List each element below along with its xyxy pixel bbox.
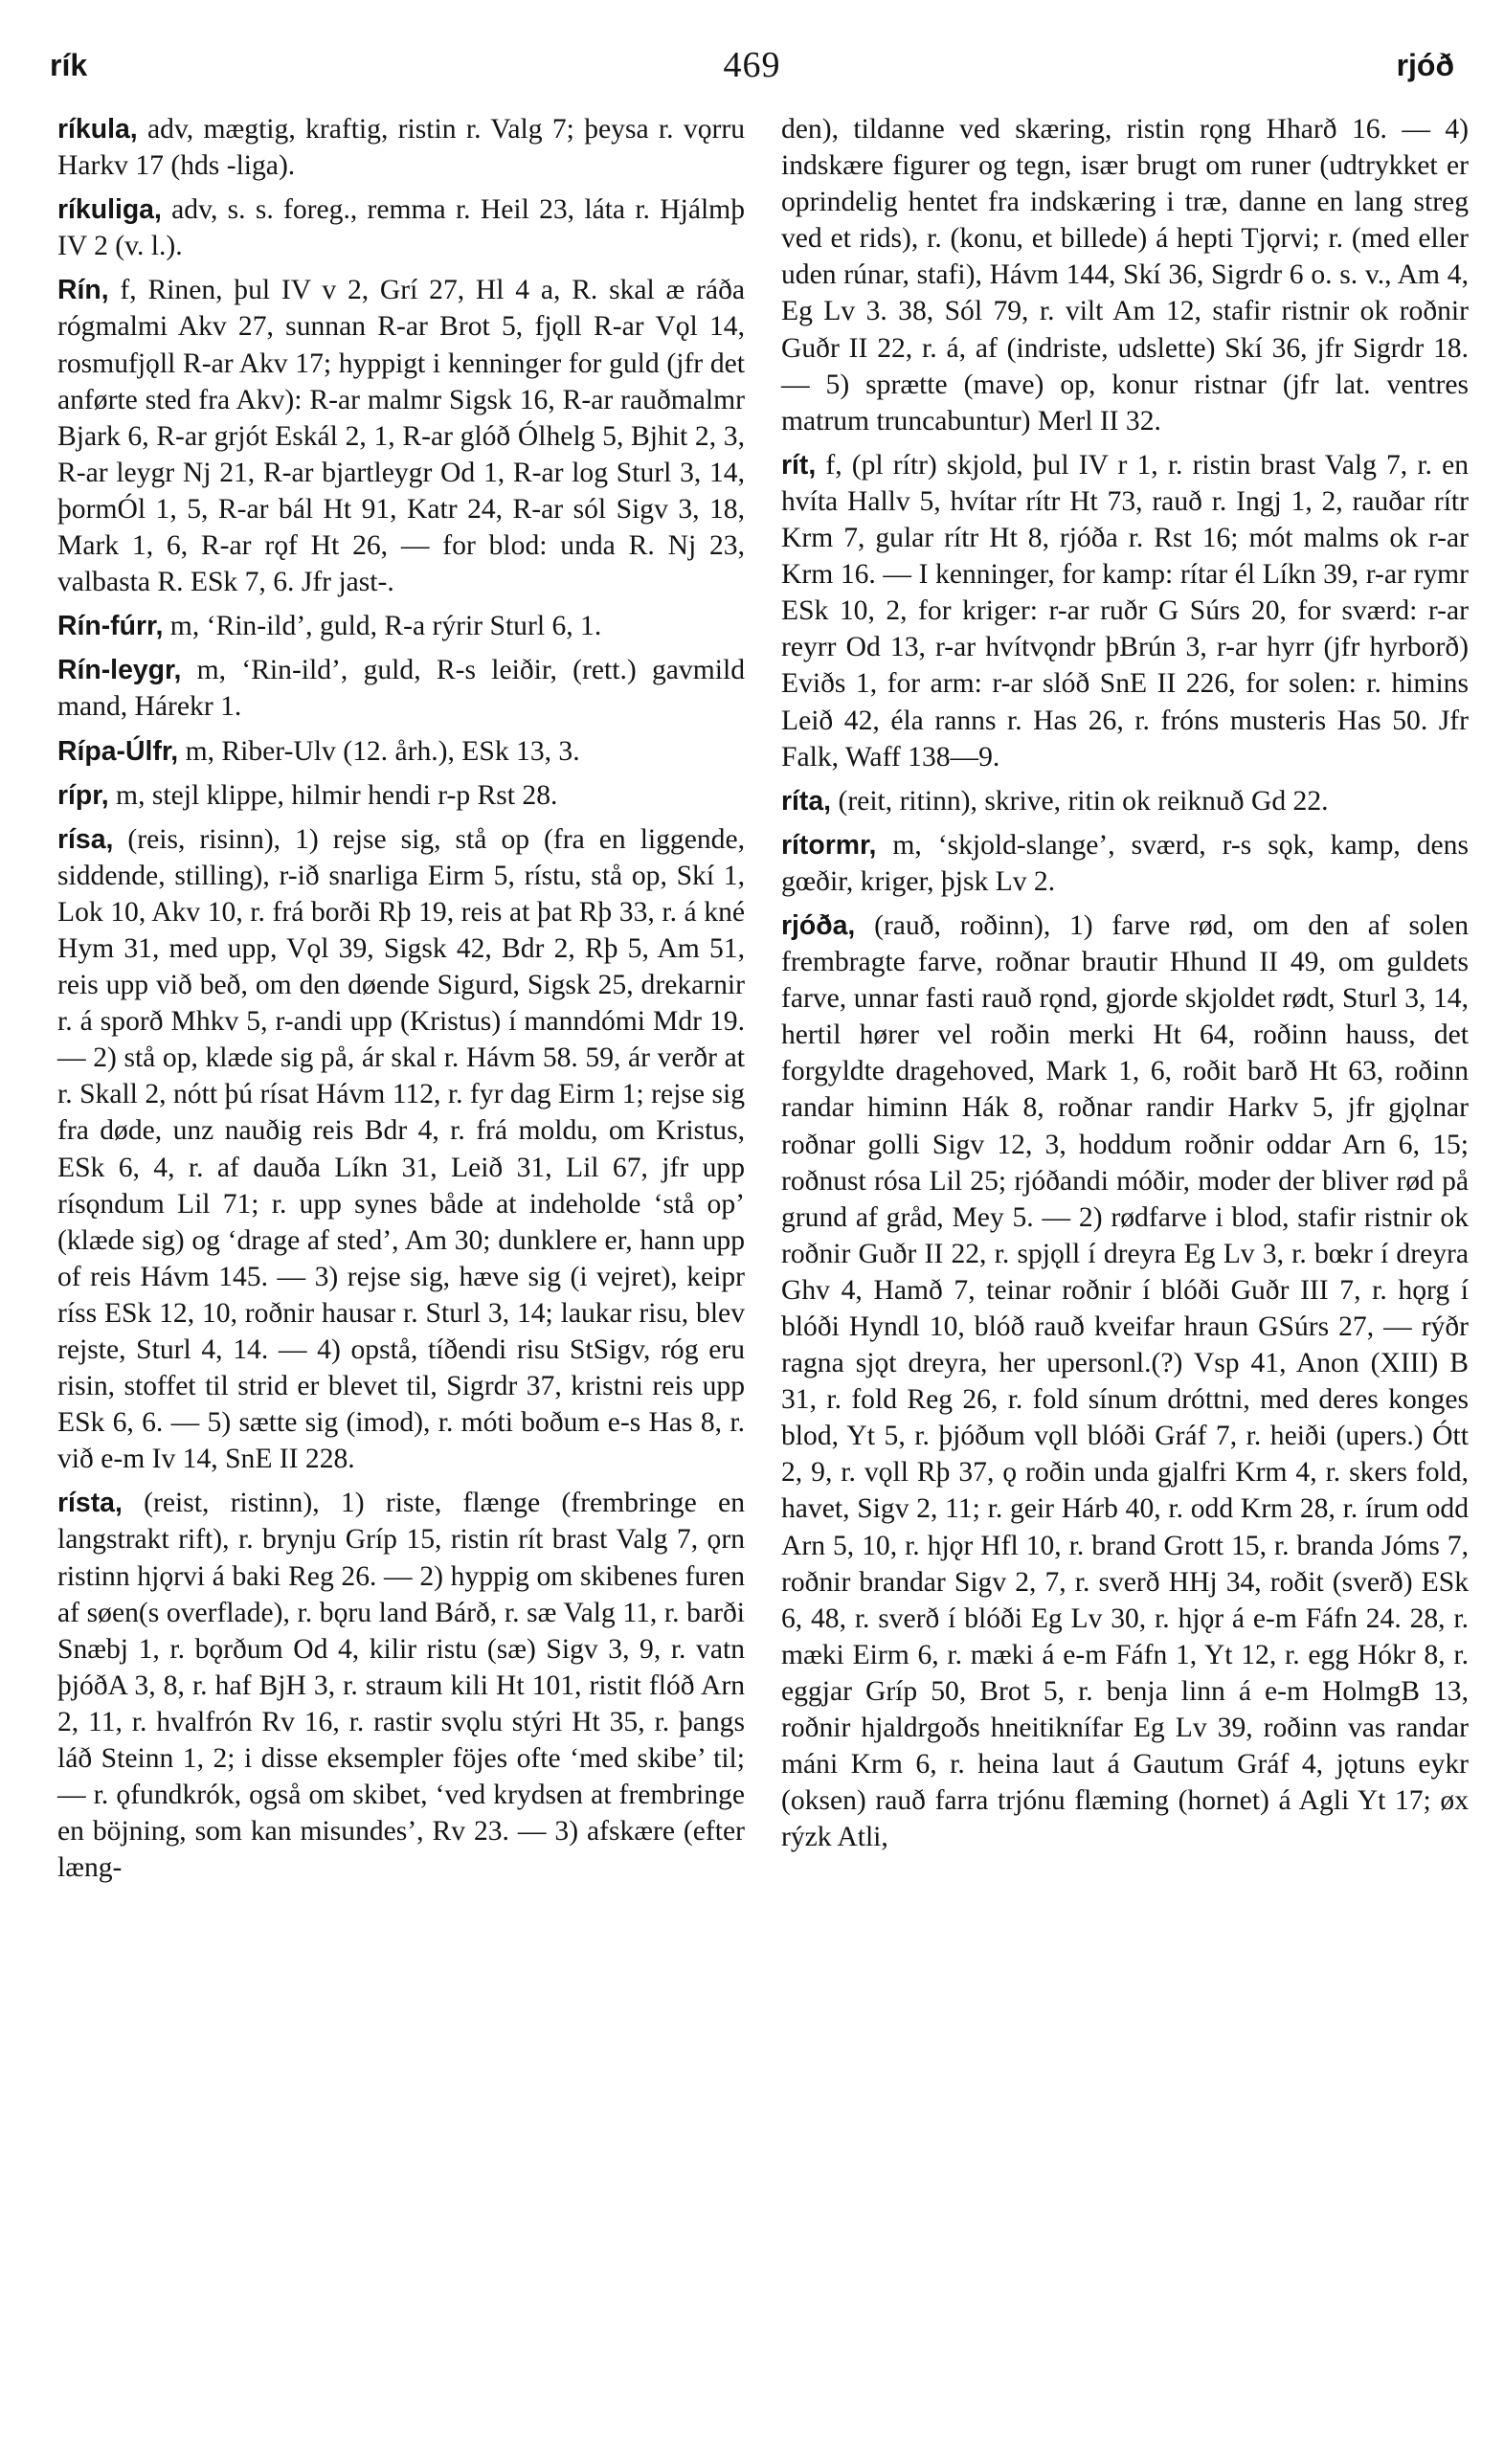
entry-text: adv, s. s. foreg., remma r. Heil 23, láta r. Hjálmþ IV 2 (v. l.). (57, 194, 745, 262)
entry-text: (reit, ritinn), skrive, ritin ok reiknuð Gd 22. (831, 785, 1329, 817)
entry-headword: Rín-leygr, (57, 655, 182, 686)
entry-text: m, ‘Rin-ild’, guld, R-a rýrir Sturl 6, 1. (163, 611, 602, 642)
entry-headword: rísa, (57, 823, 114, 855)
entry-headword: rítormr, (781, 829, 877, 861)
entry-headword: ríta, (781, 785, 832, 817)
entry-text: m, stejl klippe, hilmir hendi r-p Rst 28. (108, 779, 558, 811)
dictionary-entry (57, 777, 745, 814)
entry-headword: rjóða, (781, 909, 856, 941)
right-column (781, 111, 1469, 1863)
dictionary-entry (781, 447, 1469, 775)
dictionary-entry (57, 733, 745, 770)
entry-headword: ríkula, (57, 114, 138, 145)
entry-headword: rít, (781, 449, 817, 481)
entry-headword: rípr, (57, 779, 109, 811)
entry-text: (reis, risinn), 1) rejse sig, stå op (fra en liggende, siddende, stilling), r-ið snarliga Eirm 5, rístu, stå op, Skí 1, Lok 10, Akv 10, r. frá borði Rþ 19, reis at þat Rþ 33, r. á kné Hym 31, med upp, Vǫl 39, Sigsk 42, Bdr 2, Rþ 5, Am 51, reis upp við beð, om den døende Sigurd, Sigsk 25, drekarnir r. á sporð Mhkv 5, r-andi upp (Kristus) í manndómi Mdr 19. — 2) stå op, klæde sig på, ár skal r. Hávm 58. 59, ár verðr at r. Skall 2, nótt þú rísat Hávm 112, r. fyr dag Eirm 1; rejse sig fra døde, unz nauðig reis Bdr 4, r. frá moldu, om Kristus, ESk 6, 4, r. af dauða Líkn 31, Leið 31, Lil 67, jfr upp rísǫndum Lil 71; r. upp synes både at indeholde ‘stå op’ (klæde sig) og ‘drage af sted’, Am 30; dunklere er, hann upp of reis Hávm 145. — 3) rejse sig, hæve sig (i vejret), keipr ríss ESk 12, 10, roðnir hausar r. Sturl 3, 14; laukar risu, blev rejste, Sturl 4, 14. — 4) opstå, tíðendi risu StSigv, róg eru risin, stoffet til strid er blevet til, Sigrdr 37, kristni reis upp ESk 6, 6. — 5) sætte sig (imod), r. móti boðum e-s Has 8, r. við e-m Iv 14, SnE II 228. (57, 823, 745, 1475)
dictionary-entry (57, 111, 745, 184)
entry-text: (rauð, roðinn), 1) farve rød, om den af solen frembragte farve, roðnar brautir Hhund II 49, om guldets farve, unnar fasti rauð rǫnd, gjorde skjoldet rødt, Sturl 3, 14, hertil hører vel roðin merki Ht 64, roðinn hauss, det forgyldte dragehoved, Mark 1, 6, roðit barð Ht 63, roðinn randar himinn Hák 8, roðnar randir Harkv 5, jfr gjǫlnar roðnar golli Sigv 12, 3, hoddum roðnir oddar Arn 6, 15; roðnust rósa Lil 25; rjóðandi móðir, moder der bliver rød på grund af gråd, Mey 5. — 2) rødfarve i blod, stafir ristnir ok roðnir Guðr II 22, r. spjǫll í dreyra Eg Lv 3, r. bœkr í dreyra Ghv 4, Hamð 7, teinar roðnir í blóði Guðr III 7, r. hǫrg í blóði Hyndl 10, blóð rauð kveifar hraun GSúrs 27, — rýðr ragna sjǫt dreyra, her upersonl.(?) Vsp 41, Anon (XIII) B 31, r. fold Reg 26, r. fold sínum dróttni, med deres konges blod, Yt 5, r. þjóðum vǫll blóði Gráf 7, r. heiði (upers.) Ótt 2, 9, r. vǫll Rþ 37, ǫ roðin unda gjalfri Krm 4, r. skers fold, havet, Sigv 2, 11; r. geir Hárb 40, r. odd Krm 28, r. írum odd Arn 5, 10, r. hjǫr Hfl 10, r. brand Grott 15, r. branda Jóms 7, roðnir brandar Sigv 2, 7, r. sverð HHj 34, roðit (sverð) ESk 6, 48, r. sverð í blóði Eg Lv 30, r. hjǫr á e-m Fáfn 24. 28, r. mæki Eirm 6, r. mæki á e-m Fáfn 1, Yt 12, r. egg Hókr 8, r. eggjar Gríp 50, Brot 5, r. benja linn á e-m HolmgB 13, roðnir hjaldrgoðs hneitiknífar Eg Lv 39, roðinn vas randar máni Krm 6, r. heina laut á Gautum Gráf 4, jǫtuns eykr (oksen) rauð farra trjónu flæming (hornet) á Agli Yt 17; øx rýzk Atli, (781, 909, 1469, 1853)
entry-continuation: den), tildanne ved skæring, ristin rǫng Hharð 16. — 4) indskære figurer og tegn, især brugt om runer (udtrykket er oprindelig hentet fra indskæring i træ, danne en lang streg ved et rids), r. (konu, et billede) á hepti Tjǫrvi; r. (med eller uden rúnar, stafi), Hávm 144, Skí 36, Sigrdr 6 o. s. v., Am 4, Eg Lv 3. 38, Sól 79, r. vilt Am 12, stafir ristnir ok roðnir Guðr II 22, r. á, af (indriste, udslette) Skí 36, jfr Sigrdr 18. — 5) sprætte (mave) op, konur ristnar (jfr lat. ventres matrum truncabuntur) Merl II 32. (781, 114, 1469, 437)
dictionary-entry (57, 821, 745, 1478)
page-number: 469 (723, 45, 781, 85)
entry-text: m, ‘skjold-slange’, sværd, r-s sǫk, kamp, dens gœðir, kriger, þjsk Lv 2. (781, 829, 1469, 897)
entry-text: f, (pl rítr) skjold, þul IV r 1, r. ristin brast Valg 7, r. en hvíta Hallv 5, hvítar rítr Ht 73, rauð r. Ingj 1, 2, rauðar rítr Krm 7, gular rítr Ht 8, rjóða r. Rst 16; mót malms ok r-ar Krm 16. — I kenninger, for kamp: rítar él Líkn 39, r-ar rymr ESk 10, 2, for kriger: r-ar ruðr G Súrs 20, for sværd: r-ar reyrr Od 13, r-ar hvítvǫndr þBrún 3, r-ar hyrr (jfr hyrborð) Eviðs 1, for arm: r-ar slóð SnE II 226, for solen: r. himins Leið 42, éla ranns r. Has 26, r. fróns musteris Has 50. Jfr Falk, Waff 138—9. (781, 449, 1469, 773)
page-header (0, 42, 1504, 100)
entry-headword: ríkuliga, (57, 194, 162, 226)
dictionary-entry (57, 608, 745, 644)
dictionary-entry (57, 191, 745, 264)
entry-headword: Rín, (57, 275, 109, 306)
dictionary-entry (781, 783, 1469, 819)
running-head-left: rík (50, 48, 88, 82)
dictionary-entry (57, 652, 745, 725)
running-head-right: rjóð (1396, 48, 1454, 82)
entry-text: m, Riber-Ulv (12. årh.), ESk 13, 3. (178, 735, 580, 767)
dictionary-entry (57, 272, 745, 600)
entry-headword: rísta, (57, 1488, 123, 1519)
entry-headword: Rín-fúrr, (57, 611, 164, 642)
entry-headword: Rípa-Úlfr, (57, 735, 179, 767)
dictionary-entry (57, 1485, 745, 1886)
dictionary-entry (781, 827, 1469, 900)
dictionary-entry (781, 907, 1469, 1855)
entry-text: m, ‘Rin-ild’, guld, R-s leiðir, (rett.) gavmild mand, Hárekr 1. (57, 655, 745, 723)
left-column (57, 111, 745, 1893)
entry-text: (reist, ristinn), 1) riste, flænge (frembringe en langstrakt rift), r. brynju Gríp 15, ristin rít brast Valg 7, ǫrn ristinn hjǫrvi á baki Reg 26. — 2) hyppig om skibenes furen af søen(s overflade), r. bǫru land Bárð, r. sæ Valg 11, r. barði Snæbj 1, r. bǫrðum Od 4, kilir ristu (sæ) Sigv 3, 9, r. vatn þjóðA 3, 8, r. haf BjH 3, r. straum kili Ht 101, ristit flóð Arn 2, 11, r. hvalfrón Rv 16, r. rastir svǫlu stýri Ht 35, r. þangs láð Steinn 1, 2; i disse eksempler föjes ofte ‘med skibe’ til; — r. ǫfundkrók, også om skibet, ‘ved krydsen at frembringe en böjning, som kan misundes’, Rv 23. — 3) afskære (efter læng- (57, 1488, 745, 1884)
entry-text: adv, mægtig, kraftig, ristin r. Valg 7; þeysa r. vǫrru Harkv 17 (hds -liga). (57, 114, 745, 182)
entry-text: f, Rinen, þul IV v 2, Grí 27, Hl 4 a, R. skal æ ráða rógmalmi Akv 27, sunnan R-ar Brot 5, fjǫll R-ar Vǫl 14, rosmufjǫll R-ar Akv 17; hyppigt i kenninger for guld (jfr det anførte sted fra Akv): R-ar malmr Sigsk 16, R-ar rauðmalmr Bjark 6, R-ar grjót Eskál 2, 1, R-ar glóð Ólhelg 5, Bjhit 2, 3, R-ar leygr Nj 21, R-ar bjartleygr Od 1, R-ar log Sturl 3, 14, þormÓl 1, 5, R-ar bál Ht 91, Katr 24, R-ar sól Sigv 3, 18, Mark 1, 6, R-ar rǫf Ht 26, — for blod: unda R. Nj 23, valbasta R. ESk 7, 6. Jfr jast-. (57, 275, 745, 598)
